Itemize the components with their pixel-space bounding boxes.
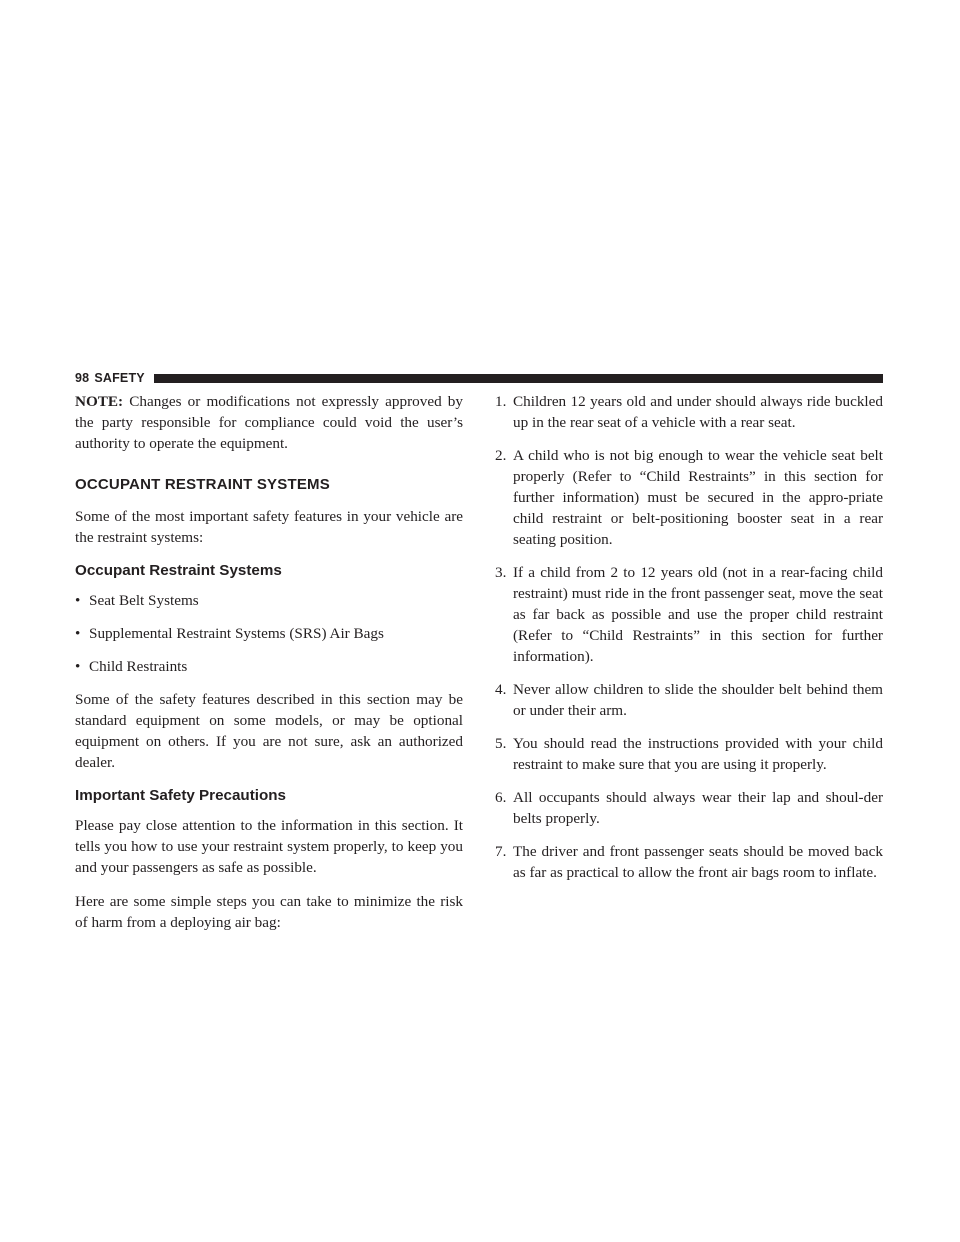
safety-steps-list (495, 391, 883, 883)
list-item (495, 445, 883, 550)
note-text: Changes or modifications not expressly approved by the party responsible for compliance could void the user’s authority to operate the equipment. (75, 393, 463, 452)
list-item (495, 562, 883, 667)
step-number: 1. (495, 393, 507, 410)
step-text: Children 12 years old and under should always ride buckled up in the rear seat of a vehicle with a rear seat. (513, 393, 883, 431)
list-item (495, 733, 883, 775)
bullet-text: Supplemental Restraint Systems (SRS) Air Bags (89, 625, 384, 642)
step-text: You should read the instructions provided with your child restraint to make sure that you are using it properly. (513, 735, 883, 773)
page-header (75, 370, 883, 386)
subheading-important-safety-precautions: Important Safety Precautions (75, 787, 286, 804)
note-paragraph (75, 391, 463, 454)
bullet-icon: • (75, 625, 81, 642)
step-number: 4. (495, 681, 507, 698)
bullet-item (75, 623, 463, 644)
left-column (75, 391, 463, 946)
section-title: SAFETY (94, 371, 145, 385)
bullet-icon: • (75, 658, 81, 675)
restraint-intro-paragraph: Some of the most important safety features in your vehicle are the restraint systems: (75, 508, 463, 546)
steps-intro-paragraph: Here are some simple steps you can take to minimize the risk of harm from a deploying air bag: (75, 893, 463, 931)
bullet-text: Child Restraints (89, 658, 188, 675)
step-number: 6. (495, 789, 507, 806)
step-number: 2. (495, 447, 507, 464)
right-column (495, 391, 883, 895)
step-text: Never allow children to slide the shoulder belt behind them or under their arm. (513, 681, 883, 719)
list-item (495, 679, 883, 721)
list-item (495, 787, 883, 829)
step-text: All occupants should always wear their lap and shoul-der belts properly. (513, 789, 883, 827)
step-number: 5. (495, 735, 507, 752)
note-label: NOTE: (75, 393, 124, 410)
step-text: A child who is not big enough to wear the vehicle seat belt properly (Refer to “Child Restraints” in this section for further information) must be secured in the appro-priate child restraint or belt-positioning booster seat in a rear seating position. (513, 447, 883, 548)
header-rule (154, 374, 883, 383)
optional-equipment-paragraph: Some of the safety features described in this section may be standard equipment on some models, or may be optional equipment on others. If you are not sure, ask an authorized dealer. (75, 691, 463, 771)
bullet-item (75, 590, 463, 611)
heading-occupant-restraint-systems: OCCUPANT RESTRAINT SYSTEMS (75, 476, 330, 493)
bullet-text: Seat Belt Systems (89, 592, 199, 609)
page-number: 98 (75, 371, 90, 385)
step-text: If a child from 2 to 12 years old (not in a rear-facing child restraint) must ride in the front passenger seat, move the seat as far back as possible and use the proper child restraint (Refer to “Child Restraints” in this section for further information). (513, 564, 883, 665)
bullet-icon: • (75, 592, 81, 609)
list-item (495, 391, 883, 433)
restraint-bullet-list (75, 590, 463, 677)
list-item (495, 841, 883, 883)
step-number: 3. (495, 564, 507, 581)
precautions-paragraph: Please pay close attention to the information in this section. It tells you how to use your restraint system properly, to keep you and your passengers as safe as possible. (75, 817, 463, 876)
step-number: 7. (495, 843, 507, 860)
bullet-item (75, 656, 463, 677)
step-text: The driver and front passenger seats should be moved back as far as practical to allow the front air bags room to inflate. (513, 843, 883, 881)
subheading-occupant-restraint-systems: Occupant Restraint Systems (75, 562, 282, 579)
